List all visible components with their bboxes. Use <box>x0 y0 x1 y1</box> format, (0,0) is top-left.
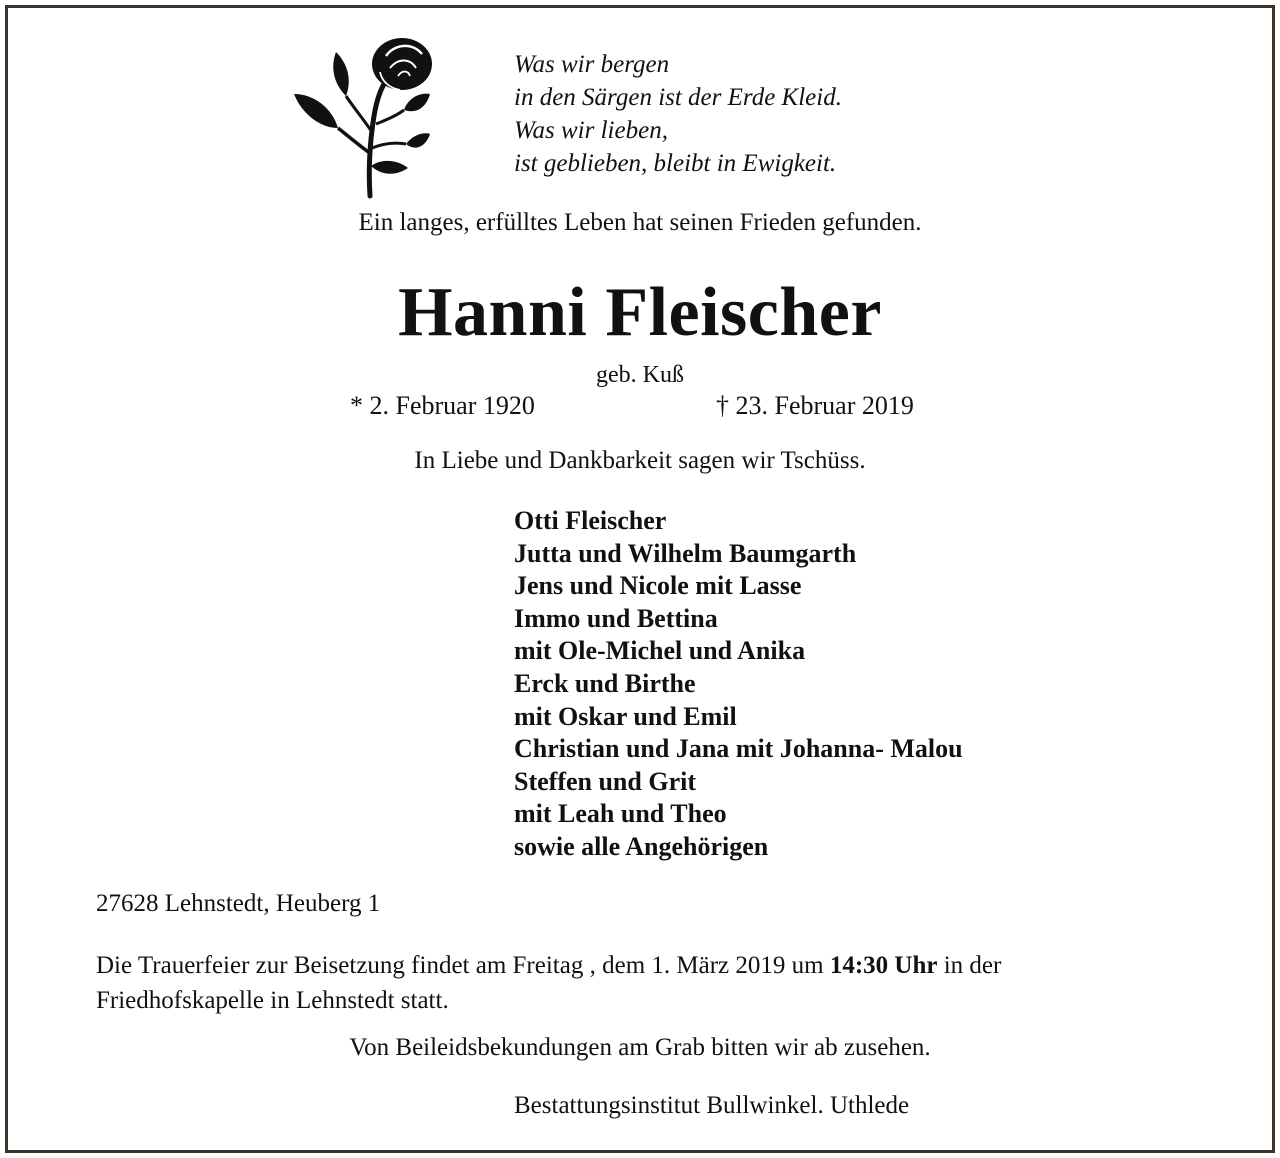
ceremony-info <box>96 948 1216 1018</box>
family-member: Immo und Bettina <box>514 603 718 633</box>
poem-line: in den Särgen ist der Erde Kleid. <box>514 84 842 111</box>
poem-line: Was wir bergen <box>514 51 670 78</box>
ceremony-text: Die Trauerfeier zur Beisetzung findet am Freitag , dem 1. März 2019 um <box>96 952 830 979</box>
thanks-text: In Liebe und Dankbarkeit sagen wir Tschüss. <box>414 447 866 474</box>
family-member: Erck und Birthe <box>514 668 696 698</box>
rose-icon <box>290 36 434 202</box>
address: 27628 Lehnstedt, Heuberg 1 <box>96 890 381 917</box>
ceremony-line-1 <box>96 948 1216 983</box>
family-member: Otti Fleischer <box>514 506 667 535</box>
birth-date: * 2. Februar 1920 <box>350 391 535 420</box>
death-date: † 23. Februar 2019 <box>716 391 914 420</box>
intro-text: Ein langes, erfülltes Leben hat seinen Frieden gefunden. <box>358 209 922 236</box>
deceased-name: Hanni Fleischer <box>398 274 882 351</box>
poem <box>514 48 842 180</box>
family-member: sowie alle Angehörigen <box>514 831 769 861</box>
family-member: Jens und Nicole mit Lasse <box>514 571 802 601</box>
poem-line: ist geblieben, bleibt in Ewigkeit. <box>514 150 837 177</box>
family-member: mit Leah und Theo <box>514 799 727 829</box>
ceremony-text: in der <box>937 952 1002 979</box>
maiden-name: geb. Kuß <box>596 362 684 388</box>
family-member: mit Ole-Michel und Anika <box>514 636 806 666</box>
family-list <box>514 505 963 864</box>
family-member: mit Oskar und Emil <box>514 701 737 731</box>
family-member: Steffen und Grit <box>514 766 696 796</box>
obituary-notice <box>5 5 1275 1153</box>
family-member: Jutta und Wilhelm Baumgarth <box>514 538 857 568</box>
condolence-note: Von Beileidsbekundungen am Grab bitten wir ab zusehen. <box>349 1034 931 1061</box>
undertaker: Bestattungsinstitut Bullwinkel. Uthlede <box>514 1092 910 1119</box>
ceremony-time: 14:30 Uhr <box>829 952 938 979</box>
family-member: Christian und Jana mit Johanna- Malou <box>514 734 963 764</box>
poem-line: Was wir lieben, <box>514 117 668 144</box>
ceremony-line-2: Friedhofskapelle in Lehnstedt statt. <box>96 987 449 1014</box>
